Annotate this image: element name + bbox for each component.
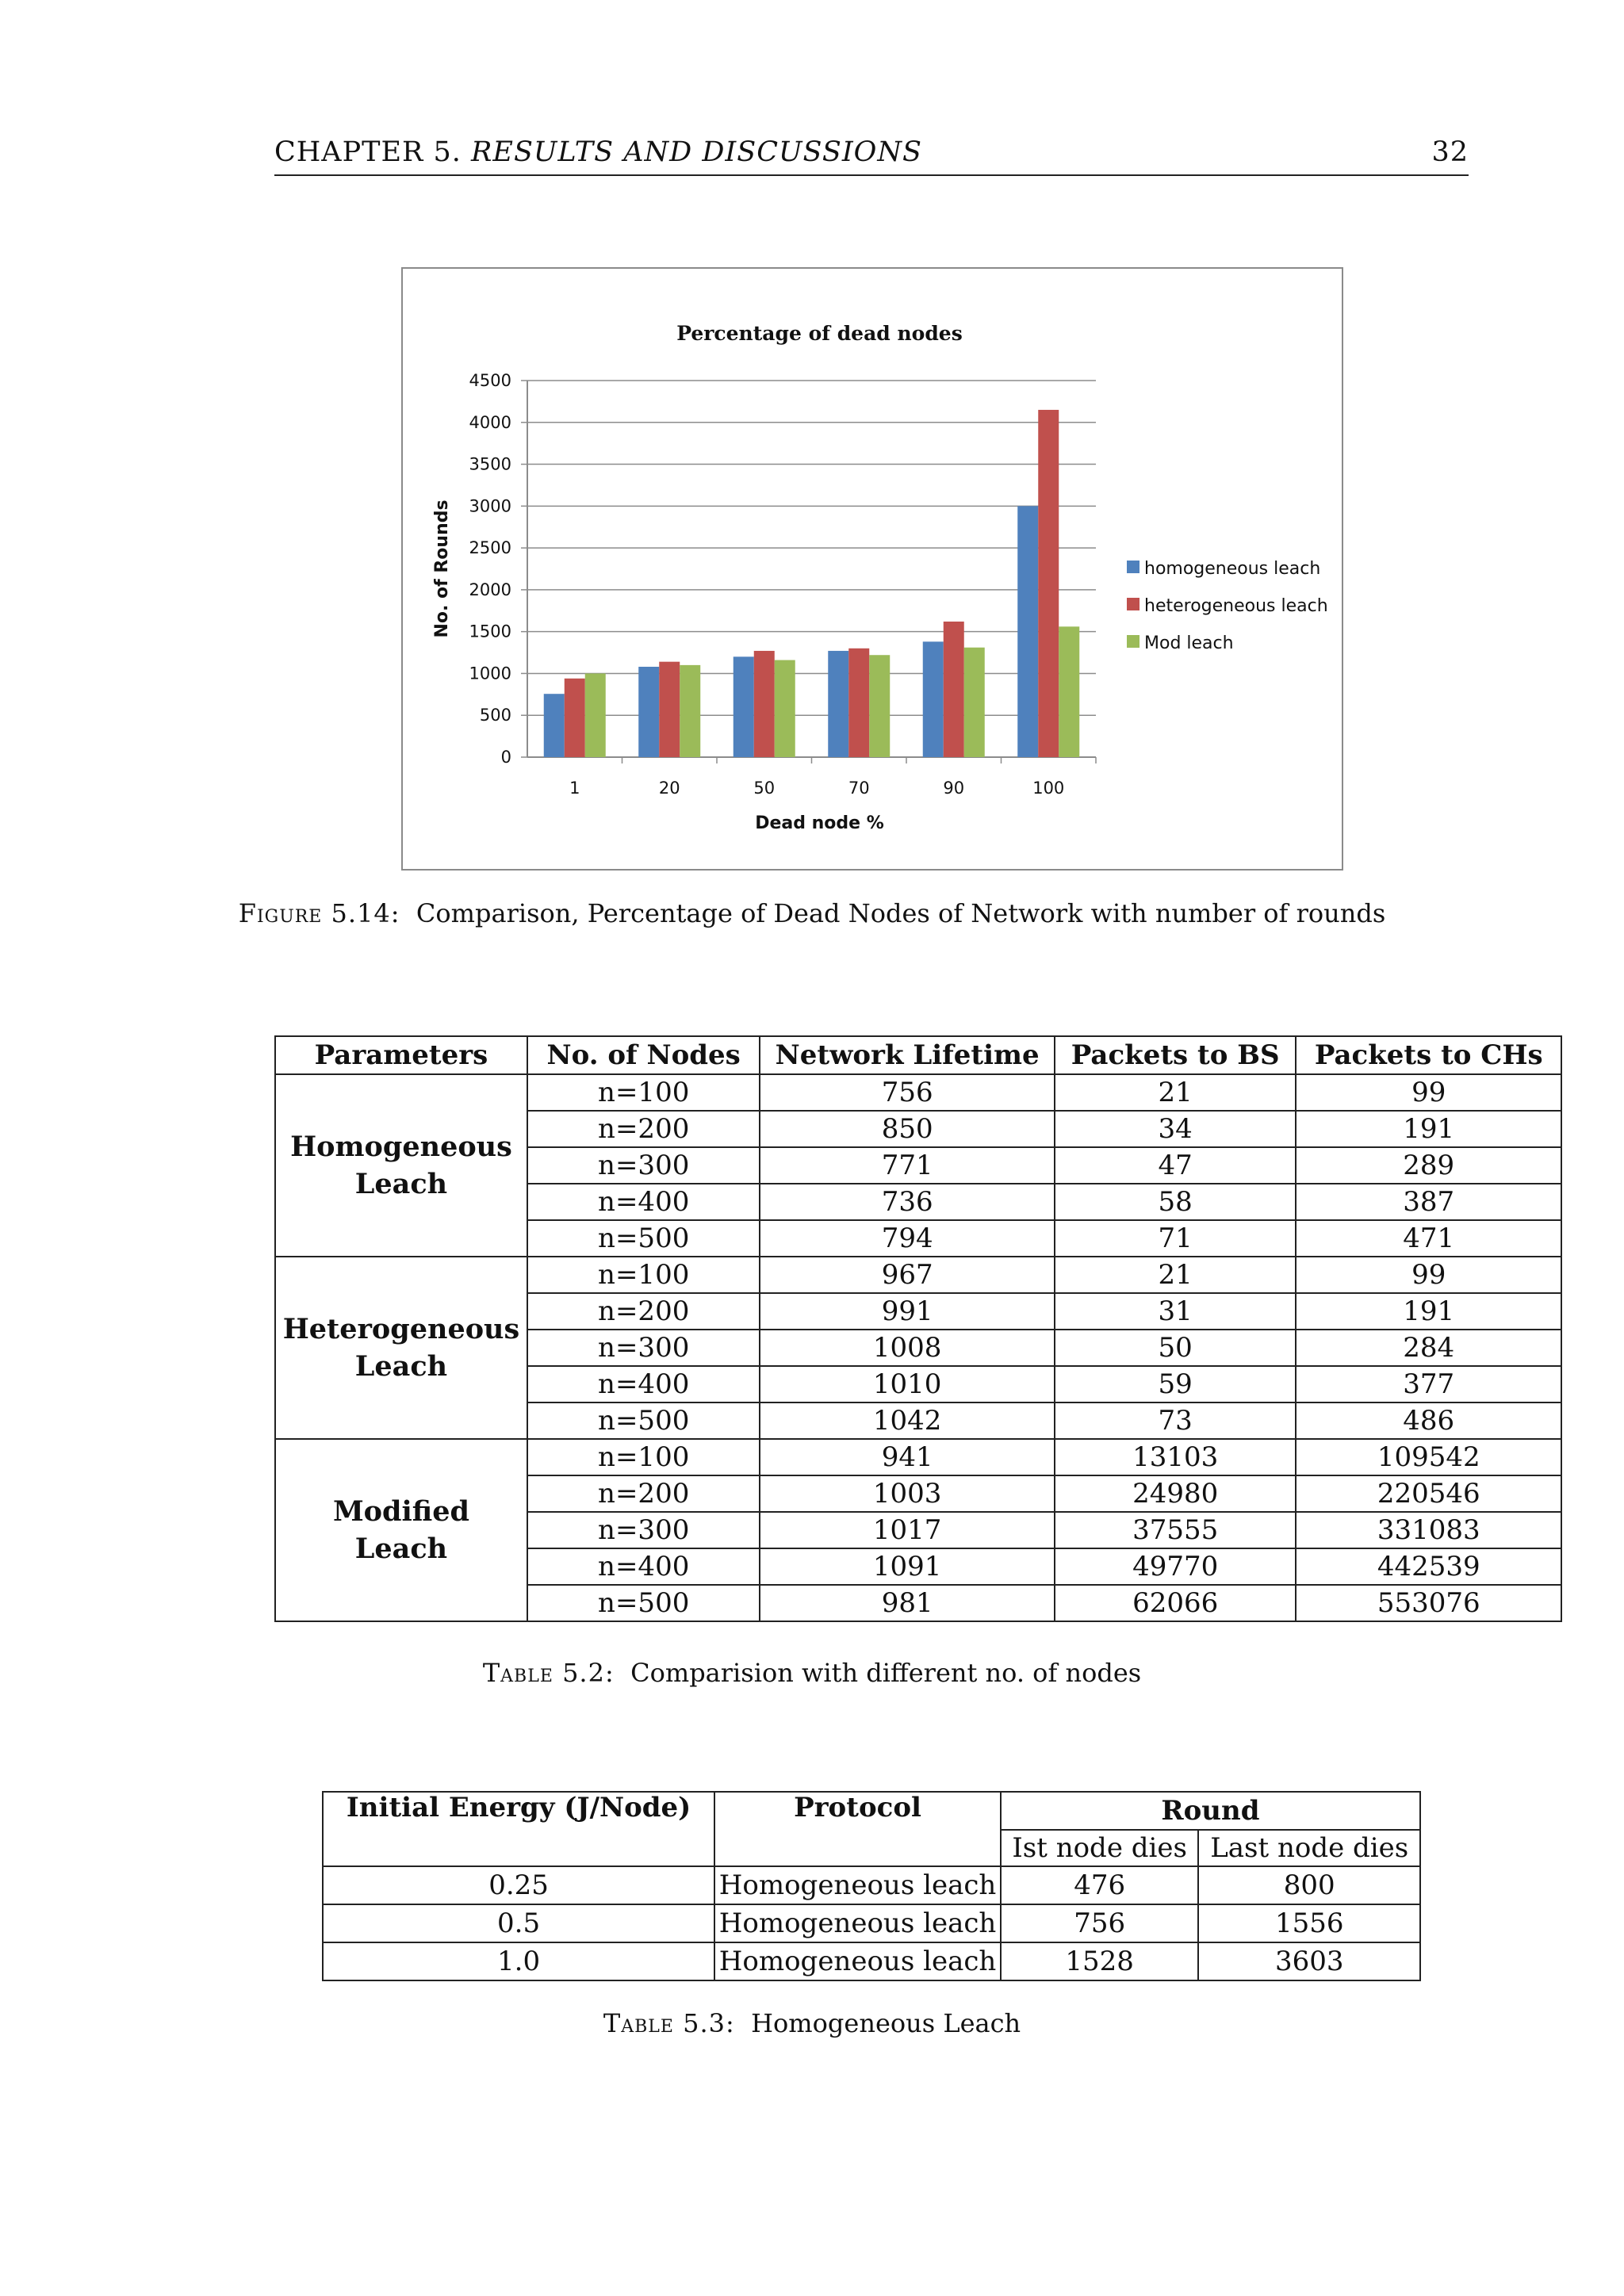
- cell-no-of-nodes: n=200: [527, 1111, 760, 1147]
- cell-no-of-nodes: n=500: [527, 1585, 760, 1621]
- cell-last-node-dies: 1556: [1198, 1904, 1420, 1942]
- cell-network-lifetime: 1008: [760, 1330, 1054, 1366]
- table-row: [323, 1942, 1420, 1980]
- legend-swatch: [1127, 561, 1139, 573]
- cell-packets-to-bs: 13103: [1055, 1439, 1297, 1475]
- table-header-row: [275, 1036, 1561, 1074]
- y-tick-label: 3500: [469, 454, 511, 474]
- cell-protocol: Homogeneous leach: [714, 1904, 1001, 1942]
- cell-packets-to-chs: 109542: [1296, 1439, 1561, 1475]
- y-tick-label: 2000: [469, 580, 511, 599]
- cell-packets-to-bs: 37555: [1055, 1512, 1297, 1548]
- cell-parameter-group: [275, 1074, 527, 1257]
- figure-caption-label: Figure 5.14:: [238, 898, 400, 928]
- cell-protocol: Homogeneous leach: [714, 1942, 1001, 1980]
- cell-packets-to-chs: 99: [1296, 1257, 1561, 1293]
- table-5-3: [322, 1791, 1421, 1981]
- table-row: [275, 1257, 1561, 1293]
- parameter-name-line1: Modified: [332, 1494, 469, 1528]
- header-round: Round: [1001, 1792, 1420, 1830]
- cell-packets-to-chs: 284: [1296, 1330, 1561, 1366]
- legend-label: homogeneous leach: [1144, 559, 1321, 579]
- cell-network-lifetime: 736: [760, 1184, 1054, 1220]
- running-header: [274, 133, 1469, 176]
- cell-no-of-nodes: n=500: [527, 1220, 760, 1257]
- table-caption-label: Table 5.3:: [603, 2008, 735, 2038]
- bar: [848, 649, 869, 757]
- x-tick-label: 1: [569, 779, 580, 798]
- bar: [585, 673, 606, 757]
- x-tick-label: 90: [943, 779, 965, 798]
- chapter-number: CHAPTER 5.: [274, 136, 462, 168]
- cell-no-of-nodes: n=500: [527, 1402, 760, 1439]
- cell-network-lifetime: 981: [760, 1585, 1054, 1621]
- y-tick-label: 2500: [469, 538, 511, 558]
- bar: [923, 641, 944, 757]
- cell-network-lifetime: 850: [760, 1111, 1054, 1147]
- cell-protocol: Homogeneous leach: [714, 1866, 1001, 1904]
- cell-first-node-dies: 1528: [1001, 1942, 1199, 1980]
- cell-network-lifetime: 1010: [760, 1366, 1054, 1402]
- cell-no-of-nodes: n=200: [527, 1475, 760, 1512]
- bar: [659, 662, 680, 757]
- cell-packets-to-chs: 471: [1296, 1220, 1561, 1257]
- header-no-of-nodes: No. of Nodes: [527, 1036, 760, 1074]
- y-tick-label: 4500: [469, 371, 511, 390]
- legend-label: heterogeneous leach: [1144, 596, 1328, 616]
- cell-packets-to-bs: 31: [1055, 1293, 1297, 1330]
- cell-network-lifetime: 771: [760, 1147, 1054, 1184]
- cell-no-of-nodes: n=100: [527, 1439, 760, 1475]
- cell-no-of-nodes: n=100: [527, 1257, 760, 1293]
- bar: [638, 667, 659, 757]
- cell-network-lifetime: 756: [760, 1074, 1054, 1111]
- table-row: [275, 1439, 1561, 1475]
- bar: [565, 679, 585, 757]
- figure-caption: [0, 898, 1624, 928]
- page-number: 32: [1431, 136, 1469, 168]
- parameter-name-line2: Leach: [354, 1350, 448, 1383]
- bar: [775, 660, 795, 757]
- cell-packets-to-chs: 377: [1296, 1366, 1561, 1402]
- table-5-2-caption: [0, 1658, 1624, 1688]
- cell-packets-to-chs: 442539: [1296, 1548, 1561, 1585]
- y-axis-label: No. of Rounds: [432, 499, 452, 638]
- cell-no-of-nodes: n=100: [527, 1074, 760, 1111]
- table-caption-label: Table 5.2:: [482, 1658, 615, 1688]
- cell-packets-to-chs: 553076: [1296, 1585, 1561, 1621]
- cell-network-lifetime: 1003: [760, 1475, 1054, 1512]
- y-tick-label: 4000: [469, 412, 511, 432]
- cell-no-of-nodes: n=400: [527, 1184, 760, 1220]
- cell-initial-energy: 0.25: [323, 1866, 714, 1904]
- header-packets-to-chs: Packets to CHs: [1296, 1036, 1561, 1074]
- bar: [964, 648, 985, 757]
- chapter-title: RESULTS AND DISCUSSIONS: [471, 136, 922, 168]
- y-tick-label: 1000: [469, 664, 511, 683]
- cell-no-of-nodes: n=400: [527, 1366, 760, 1402]
- header-parameters: Parameters: [275, 1036, 527, 1074]
- chart-title: Percentage of dead nodes: [676, 322, 963, 345]
- table-caption-text: Homogeneous Leach: [751, 2008, 1021, 2038]
- cell-parameter-group: [275, 1257, 527, 1439]
- y-tick-label: 3000: [469, 496, 511, 516]
- cell-packets-to-bs: 50: [1055, 1330, 1297, 1366]
- bar: [1017, 506, 1038, 757]
- x-axis-label: Dead node %: [755, 813, 884, 833]
- legend-swatch: [1127, 635, 1139, 648]
- x-tick-label: 50: [753, 779, 776, 798]
- cell-first-node-dies: 476: [1001, 1866, 1199, 1904]
- cell-packets-to-chs: 486: [1296, 1402, 1561, 1439]
- chapter-heading: [274, 136, 922, 168]
- header-protocol: Protocol: [714, 1792, 1001, 1866]
- cell-packets-to-bs: 24980: [1055, 1475, 1297, 1512]
- cell-packets-to-bs: 21: [1055, 1074, 1297, 1111]
- cell-packets-to-chs: 331083: [1296, 1512, 1561, 1548]
- cell-initial-energy: 1.0: [323, 1942, 714, 1980]
- cell-network-lifetime: 1017: [760, 1512, 1054, 1548]
- figure-caption-text: Comparison, Percentage of Dead Nodes of Network with number of rounds: [416, 898, 1386, 928]
- cell-packets-to-bs: 58: [1055, 1184, 1297, 1220]
- parameter-name-line1: Homogeneous: [290, 1130, 512, 1163]
- table-row: [275, 1074, 1561, 1111]
- cell-parameter-group: [275, 1439, 527, 1621]
- x-tick-label: 20: [658, 779, 680, 798]
- cell-first-node-dies: 756: [1001, 1904, 1199, 1942]
- table-caption-text: Comparision with different no. of nodes: [630, 1658, 1142, 1688]
- cell-last-node-dies: 3603: [1198, 1942, 1420, 1980]
- x-tick-label: 70: [848, 779, 870, 798]
- header-first-node-dies: Ist node dies: [1001, 1830, 1199, 1866]
- bar: [944, 622, 964, 757]
- y-tick-label: 1500: [469, 622, 511, 641]
- cell-packets-to-bs: 21: [1055, 1257, 1297, 1293]
- header-packets-to-bs: Packets to BS: [1055, 1036, 1297, 1074]
- cell-network-lifetime: 967: [760, 1257, 1054, 1293]
- cell-packets-to-bs: 49770: [1055, 1548, 1297, 1585]
- cell-network-lifetime: 941: [760, 1439, 1054, 1475]
- cell-packets-to-chs: 99: [1296, 1074, 1561, 1111]
- cell-packets-to-bs: 71: [1055, 1220, 1297, 1257]
- cell-packets-to-chs: 191: [1296, 1293, 1561, 1330]
- cell-no-of-nodes: n=400: [527, 1548, 760, 1585]
- bar: [544, 694, 565, 757]
- bar: [828, 651, 848, 757]
- bar: [754, 651, 775, 757]
- cell-network-lifetime: 1042: [760, 1402, 1054, 1439]
- table-5-3-caption: [0, 2008, 1624, 2038]
- cell-network-lifetime: 794: [760, 1220, 1054, 1257]
- cell-packets-to-bs: 34: [1055, 1111, 1297, 1147]
- x-tick-label: 100: [1032, 779, 1065, 798]
- header-initial-energy: Initial Energy (J/Node): [323, 1792, 714, 1866]
- table-row: [323, 1904, 1420, 1942]
- cell-last-node-dies: 800: [1198, 1866, 1420, 1904]
- bar: [1059, 626, 1079, 757]
- cell-no-of-nodes: n=300: [527, 1512, 760, 1548]
- bar: [733, 656, 754, 757]
- cell-network-lifetime: 991: [760, 1293, 1054, 1330]
- bar: [1038, 410, 1059, 757]
- cell-packets-to-chs: 289: [1296, 1147, 1561, 1184]
- parameter-name-line2: Leach: [354, 1533, 448, 1565]
- cell-packets-to-chs: 191: [1296, 1111, 1561, 1147]
- cell-packets-to-chs: 387: [1296, 1184, 1561, 1220]
- cell-packets-to-bs: 47: [1055, 1147, 1297, 1184]
- table-5-2: [274, 1035, 1562, 1622]
- bar-chart: [403, 269, 1342, 869]
- legend-swatch: [1127, 598, 1139, 610]
- header-network-lifetime: Network Lifetime: [760, 1036, 1054, 1074]
- cell-network-lifetime: 1091: [760, 1548, 1054, 1585]
- cell-no-of-nodes: n=300: [527, 1330, 760, 1366]
- cell-packets-to-chs: 220546: [1296, 1475, 1561, 1512]
- y-tick-label: 0: [500, 748, 511, 767]
- legend-label: Mod leach: [1144, 633, 1234, 653]
- cell-no-of-nodes: n=200: [527, 1293, 760, 1330]
- cell-initial-energy: 0.5: [323, 1904, 714, 1942]
- bar: [680, 665, 700, 757]
- parameter-name-line2: Leach: [354, 1168, 448, 1200]
- figure-chart: [401, 267, 1343, 871]
- cell-packets-to-bs: 62066: [1055, 1585, 1297, 1621]
- cell-no-of-nodes: n=300: [527, 1147, 760, 1184]
- y-tick-label: 500: [479, 706, 511, 725]
- cell-packets-to-bs: 59: [1055, 1366, 1297, 1402]
- cell-packets-to-bs: 73: [1055, 1402, 1297, 1439]
- header-last-node-dies: Last node dies: [1198, 1830, 1420, 1866]
- parameter-name-line1: Heterogeneous: [282, 1312, 520, 1345]
- table-row: [323, 1866, 1420, 1904]
- table-header-row: [323, 1792, 1420, 1830]
- bar: [869, 655, 890, 757]
